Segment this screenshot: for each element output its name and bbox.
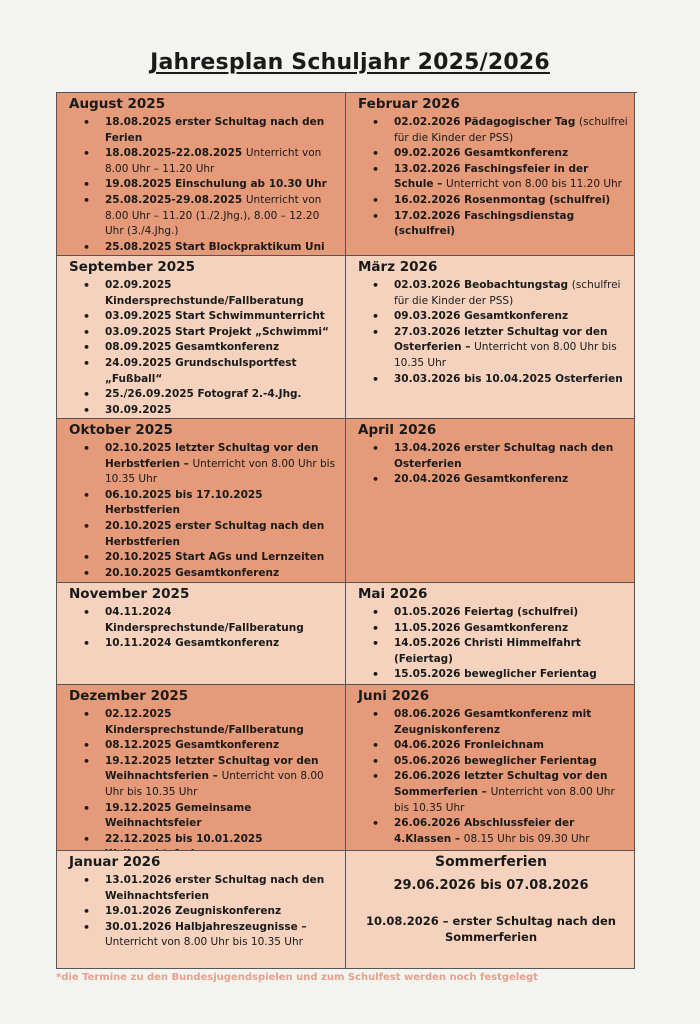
event-list [65,115,339,256]
event-item [105,738,339,754]
event-item [105,801,339,832]
event-text: 09.02.2026 Gesamtkonferenz [394,147,569,160]
event-item [105,904,339,920]
month-november [57,583,346,685]
event-item [105,340,339,356]
month-title: November 2025 [69,586,190,602]
event-detail: Unterricht von 8.00 Uhr bis 10.35 Uhr [105,457,336,486]
event-text: 06.10.2025 bis 17.10.2025 Herbstferien [105,488,263,517]
event-list [65,707,339,851]
event-item [394,372,628,388]
event-item [394,738,628,754]
month-title: Mai 2026 [358,586,428,602]
event-item [105,325,339,341]
event-item [105,488,339,519]
event-text: 20.10.2025 Gesamtkonferenz [105,566,280,579]
event-item [394,816,628,847]
event-list [65,873,339,951]
event-text: 10.11.2024 Gesamtkonferenz [105,637,280,650]
event-text: 25./26.09.2025 Fotograf 2.-4.Jhg. [105,388,302,401]
month-title: Februar 2026 [358,96,460,112]
event-text: 08.12.2025 Gesamtkonferenz [105,739,280,752]
event-detail: Unterricht von 8.00 Uhr – 11.20 Uhr [105,147,322,175]
event-item [394,707,628,738]
event-text: 30.09.2025 [105,403,172,416]
event-item [105,519,339,550]
event-list [354,441,628,488]
event-list [65,278,339,419]
event-text: 13.04.2026 erster Schultag nach den Osterferien [394,442,614,470]
month-title: September 2025 [69,259,195,275]
event-text: 20.04.2026 Gesamtkonferenz [394,473,569,486]
event-list [65,605,339,652]
row-1 [57,93,637,256]
month-januar [57,851,346,969]
month-title: März 2026 [358,259,438,275]
event-text: 03.09.2025 Start Projekt „Schwimmi“ [105,325,329,338]
event-text: 09.03.2026 Gesamtkonferenz [394,310,569,323]
event-list [354,115,628,240]
summer-note: 10.08.2026 – erster Schultag nach den Sommerferien [366,914,616,944]
month-title: April 2026 [358,422,437,438]
event-text: 26.06.2026 Abschlussfeier der 4.Klassen – [394,817,575,845]
event-text: 25.08.2025 Start Blockpraktikum Uni [105,240,325,253]
month-maerz [346,256,635,419]
event-detail: (schulfrei für die Kinder der PSS) [394,279,621,307]
event-item [105,873,339,904]
event-list [65,441,339,583]
event-item [394,754,628,770]
month-august [57,93,346,256]
month-title: Dezember 2025 [69,688,189,704]
event-text: 02.10.2025 letzter Schultag vor den Herbstferien – [105,442,319,470]
event-detail: Unterricht von 8.00 bis 11.20 Uhr [446,178,622,191]
event-item [394,193,628,209]
event-text: 19.12.2025 Gemeinsame Weihnachtsfeier [105,801,252,830]
month-title: Oktober 2025 [69,422,173,438]
event-text: 02.02.2026 Pädagogischer Tag [394,116,579,128]
event-text: 24.09.2025 Grundschulsportfest „Fußball“ [105,356,297,385]
event-item [394,636,628,667]
month-oktober [57,419,346,583]
row-2 [57,256,637,419]
event-text: 22.12.2025 bis 10.01.2025 [105,832,263,845]
row-6 [57,851,637,969]
event-text: 05.06.2026 beweglicher Ferientag [394,754,597,767]
event-list [354,707,628,847]
month-title: Januar 2026 [69,854,161,870]
event-text: 19.01.2026 Zeugniskonferenz [105,905,282,918]
event-item [105,832,339,851]
event-list [354,605,628,685]
month-title: August 2025 [69,96,166,112]
event-text: 08.09.2025 Gesamtkonferenz [105,341,280,354]
month-mai [346,583,635,685]
event-text: 19.08.2025 Einschulung ab 10.30 Uhr [105,178,327,191]
event-text: 18.08.2025-22.08.2025 [105,147,246,160]
event-detail: Unterricht von 8.00 Uhr – 11.20 (1./2.Jhg.), 8.00 – 12.20 Uhr (3./4.Jhg.) [105,193,322,238]
event-item [105,356,339,387]
event-detail: (schulfrei für die Kinder der PSS) [394,116,628,144]
event-item [394,605,628,621]
event-item [394,209,628,240]
event-item [394,667,628,683]
event-text: 01.05.2026 Feiertag (schulfrei) [394,606,579,618]
event-text: 20.10.2025 Start AGs und Lernzeiten [105,551,325,564]
event-item [105,240,339,256]
event-text: 25.08.2025-29.08.2025 [105,193,246,206]
event-item [394,146,628,162]
event-item [105,387,339,403]
event-text: 13.01.2026 erster Schultag nach den Weihnachtsferien [105,874,325,902]
month-april [346,419,635,583]
event-item [105,309,339,325]
event-item [105,566,339,582]
event-item [394,325,628,372]
event-detail: Unterricht von 8.00 Uhr bis 10.35 Uhr [105,936,303,949]
event-text: 30.01.2026 Halbjahreszeugnisse – [105,920,307,933]
event-detail: Unterricht von 8.00 Uhr bis 10.35 Uhr [105,770,324,798]
event-item [105,920,339,951]
event-text: 02.12.2025 Kindersprechstunde/Fallberatung [105,708,304,736]
month-februar [346,93,635,256]
month-september [57,256,346,419]
footnote: *die Termine zu den Bundesjugendspielen und zum Schulfest werden noch festgelegt [56,972,538,983]
event-text: 04.06.2026 Fronleichnam [394,739,544,752]
event-text: 11.05.2026 Gesamtkonferenz [394,621,569,634]
event-text: 18.08.2025 erster Schultag nach den Ferien [105,116,325,144]
event-item [105,115,339,146]
event-item [105,441,339,488]
event-item [105,403,339,419]
event-text: 19.12.2025 letzter Schultag vor den Weihnachtsferien – [105,754,319,783]
event-text: 02.09.2025 Kindersprechstunde/Fallberatung [105,279,304,307]
event-item [394,472,628,488]
event-item [394,769,628,816]
event-text: 20.10.2025 erster Schultag nach den Herbstferien [105,519,325,548]
event-text: 17.02.2026 Faschingsdienstag (schulfrei) [394,209,575,238]
event-text: 15.05.2026 beweglicher Ferientag [394,668,597,681]
month-title: Juni 2026 [358,688,430,704]
event-item [105,177,339,193]
event-item [394,441,628,472]
summer-holidays [346,851,635,969]
event-detail: Unterricht von 8.00 Uhr bis 10.35 Uhr [394,341,617,369]
row-3 [57,419,637,583]
calendar-grid [56,92,637,969]
event-item [105,146,339,177]
event-text: 13.02.2026 Faschingsfeier in der Schule – [394,162,589,191]
row-4 [57,583,637,685]
event-item [394,278,628,309]
event-text: 03.09.2025 Start Schwimmunterricht [105,310,325,323]
row-5 [57,685,637,851]
event-list [354,278,628,387]
event-text: 27.03.2026 letzter Schultag vor den Osterferien – [394,325,608,354]
event-detail: Unterricht von 8.00 Uhr bis 10.35 Uhr [394,785,615,814]
event-text: 04.11.2024 Kindersprechstunde/Fallberatung [105,606,304,634]
event-item [105,754,339,801]
event-item [394,115,628,146]
event-text: 16.02.2026 Rosenmontag (schulfrei) [394,193,611,206]
event-item [105,707,339,738]
event-text: 08.06.2026 Gesamtkonferenz mit Zeugniskonferenz [394,708,592,736]
event-item [394,309,628,325]
summer-heading: Sommerferien [434,854,548,870]
event-text: 02.03.2026 Beobachtungstag [394,279,572,291]
event-text: 14.05.2026 Christi Himmelfahrt (Feiertag) [394,637,581,665]
event-text: 26.06.2026 letzter Schultag vor den Sommerferien – [394,770,608,798]
event-item [105,278,339,309]
event-item [105,636,339,652]
month-juni [346,685,635,851]
event-item [105,605,339,636]
event-text: 30.03.2026 bis 10.04.2025 Osterferien [394,372,623,385]
event-item [105,550,339,566]
event-detail: 08.15 Uhr bis 09.30 Uhr [463,832,590,845]
event-item [394,621,628,637]
month-dezember [57,685,346,851]
event-item [394,162,628,193]
summer-dates: 29.06.2026 bis 07.08.2026 [393,878,589,893]
event-item [105,193,339,240]
page-title: Jahresplan Schuljahr 2025/2026 [150,50,550,75]
